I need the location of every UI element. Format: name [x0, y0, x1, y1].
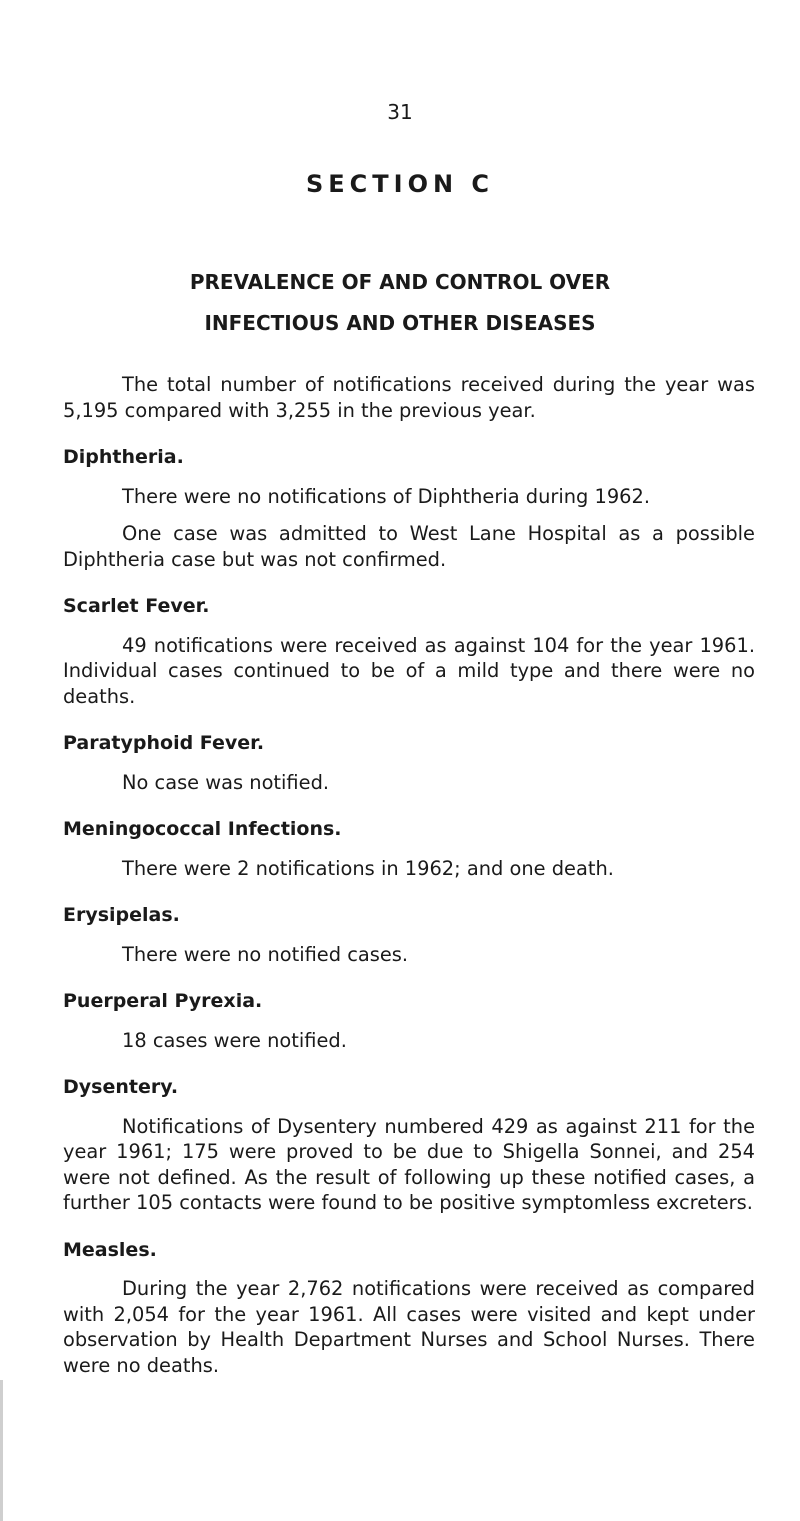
heading-dysentery: Dysentery. — [63, 1076, 179, 1098]
document-title-line-1: PREVALENCE OF AND CONTROL OVER — [189, 270, 611, 294]
page-edge-line — [0, 1380, 3, 1521]
paragraph-erysipelas: There were no notified cases. — [122, 942, 409, 966]
document-title-line-2: INFECTIOUS AND OTHER DISEASES — [204, 311, 596, 335]
paragraph-diphtheria-2: One case was admitted to West Lane Hospital as a possible Diphtheria case but was not confirmed. — [63, 522, 755, 571]
section-heading: SECTION C — [305, 170, 495, 198]
heading-meningococcal-infections: Meningococcal Infections. — [63, 818, 342, 840]
page-number: 31 — [387, 100, 413, 124]
paragraph-dysentery: Notifications of Dysentery numbered 429 as against 211 for the year 1961; 175 were proved to be due to Shigella Sonnei, and 254 were not defined. As the result of following up these notified cases, a further 105 contacts were found to be positive symptomless excreters. — [63, 1114, 755, 1214]
heading-diphtheria: Diphtheria. — [63, 446, 184, 468]
heading-puerperal-pyrexia: Puerperal Pyrexia. — [63, 990, 263, 1012]
paragraph-diphtheria-1: There were no notifications of Diphtheria during 1962. — [122, 484, 650, 508]
heading-measles: Measles. — [63, 1238, 157, 1261]
heading-scarlet-fever: Scarlet Fever. — [63, 595, 210, 617]
intro-paragraph: The total number of notifications received during the year was 5,195 compared with 3,255 in the previous year. — [63, 373, 755, 422]
paragraph-scarlet-fever: 49 notifications were received as against 104 for the year 1961. Individual cases continued to be of a mild type and there were no deaths. — [63, 633, 755, 708]
paragraph-puerperal-pyrexia: 18 cases were notified. — [122, 1028, 347, 1052]
heading-erysipelas: Erysipelas. — [63, 904, 180, 926]
paragraph-paratyphoid-fever: No case was notified. — [122, 770, 330, 794]
paragraph-meningococcal-infections: There were 2 notifications in 1962; and one death. — [122, 856, 614, 880]
document-body — [63, 372, 755, 1378]
paragraph-measles: During the year 2,762 notifications were received as compared with 2,054 for the year 1961. All cases were visited and kept under observation by Health Department Nurses and School Nurses. There were no deaths. — [63, 1277, 755, 1377]
heading-paratyphoid-fever: Paratyphoid Fever. — [63, 732, 265, 754]
